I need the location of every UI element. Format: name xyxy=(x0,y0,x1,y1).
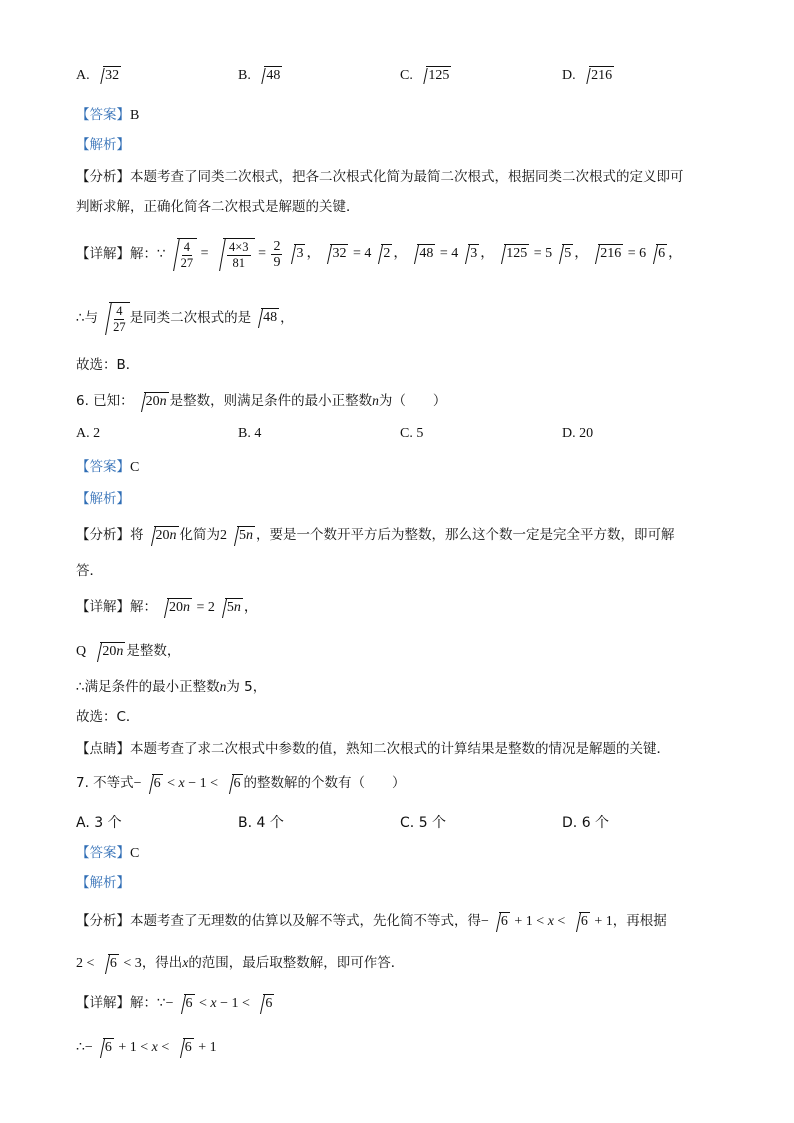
q5-detail: 【详解】 解：∵ $\frac{4}{27}$ = $\frac{4\times 3}{81}$ = $\frac{2}{9}$ 3 ， 32 = 4 2 ， 48 = 4 3 ， 125 = 5 5 ， 216 = 6 6 ， xyxy=(76,238,683,270)
q5-analysis-label: 【解析】 xyxy=(76,137,130,153)
q7-detail: 【详解】解：∵− 6 < x − 1 < 6 xyxy=(76,992,734,1015)
q5-answer: 【答案】B xyxy=(76,107,140,123)
sqrt-symbol: 216 xyxy=(580,66,614,85)
q6-analysis-label: 【解析】 xyxy=(76,491,130,507)
q6-option-d: D. 20 xyxy=(562,426,594,441)
q7-fenxi-cont: 2 < 6 < 3，得出x的范围，最后取整数解，即可作答． xyxy=(76,952,734,975)
q6-dianjing: 【点睛】本题考查了求二次根式中参数的值，熟知二次根式的计算结果是整数的情况是解题的关键． xyxy=(76,741,670,757)
q6-fenxi: 【分析】将 20n 化简为2 5n ，要是一个数开平方后为整数，那么这个数一定是完全平方数，即可解 xyxy=(76,524,734,547)
q7-option-c: C. 5 个 xyxy=(400,815,447,831)
q5-option-b: B. 48 xyxy=(238,68,281,83)
q5-option-a: A. 32 xyxy=(76,68,120,83)
q5-fenxi: 【分析】本题考查了同类二次根式，把各二次根式化简为最简二次根式，根据同类二次根式的定义即可 xyxy=(76,169,684,185)
q5-option-d: D. 216 xyxy=(562,68,613,83)
q6-therefore: ∴满足条件的最小正整数n为 5， xyxy=(76,679,267,695)
q7-analysis-label: 【解析】 xyxy=(76,875,130,891)
sqrt-symbol: 32 xyxy=(94,66,121,85)
q6-because: Q 20n 是整数， xyxy=(76,640,734,663)
sqrt-fraction: $\frac{4}{27}$ xyxy=(166,238,198,271)
q6-stem: 6. 已知： 20n 是整数，则满足条件的最小正整数n为（ ） xyxy=(76,390,734,413)
q7-therefore: ∴− 6 + 1 < x < 6 + 1 xyxy=(76,1036,734,1059)
q6-option-c: C. 5 xyxy=(400,426,424,441)
sqrt-fraction: $\frac{4\times 3}{81}$ xyxy=(212,238,255,271)
q7-option-b: B. 4 个 xyxy=(238,815,284,831)
q5-choose: 故选：B． xyxy=(76,357,140,373)
q7-answer: 【答案】C xyxy=(76,845,140,861)
q6-fenxi-cont: 答． xyxy=(76,563,103,579)
q5-fenxi-cont: 判断求解，正确化简各二次根式是解题的关键． xyxy=(76,199,360,215)
sqrt-symbol: 48 xyxy=(255,66,282,85)
q7-option-d: D. 6 个 xyxy=(562,815,610,831)
q6-detail: 【详解】解： 20n = 2 5n ， xyxy=(76,596,734,619)
q7-option-a: A. 3 个 xyxy=(76,815,122,831)
sqrt-fraction: $\frac{4}{27}$ xyxy=(98,302,130,335)
q6-option-b: B. 4 xyxy=(238,426,262,441)
q7-fenxi: 【分析】本题考查了无理数的估算以及解不等式，先化简不等式，得− 6 + 1 < x < 6 + 1，再根据 xyxy=(76,910,734,933)
q5-conclusion: ∴与 $\frac{4}{27}$ 是同类二次根式的是 48 ， xyxy=(76,303,294,334)
q6-option-a: A. 2 xyxy=(76,426,101,441)
q7-stem: 7. 不等式− 6 < x − 1 < 6 的整数解的个数有（ ） xyxy=(76,772,734,795)
q6-choose: 故选：C． xyxy=(76,709,140,725)
sqrt-symbol: 125 xyxy=(417,66,451,85)
q5-option-c: C. 125 xyxy=(400,68,450,83)
q6-answer: 【答案】C xyxy=(76,459,140,475)
